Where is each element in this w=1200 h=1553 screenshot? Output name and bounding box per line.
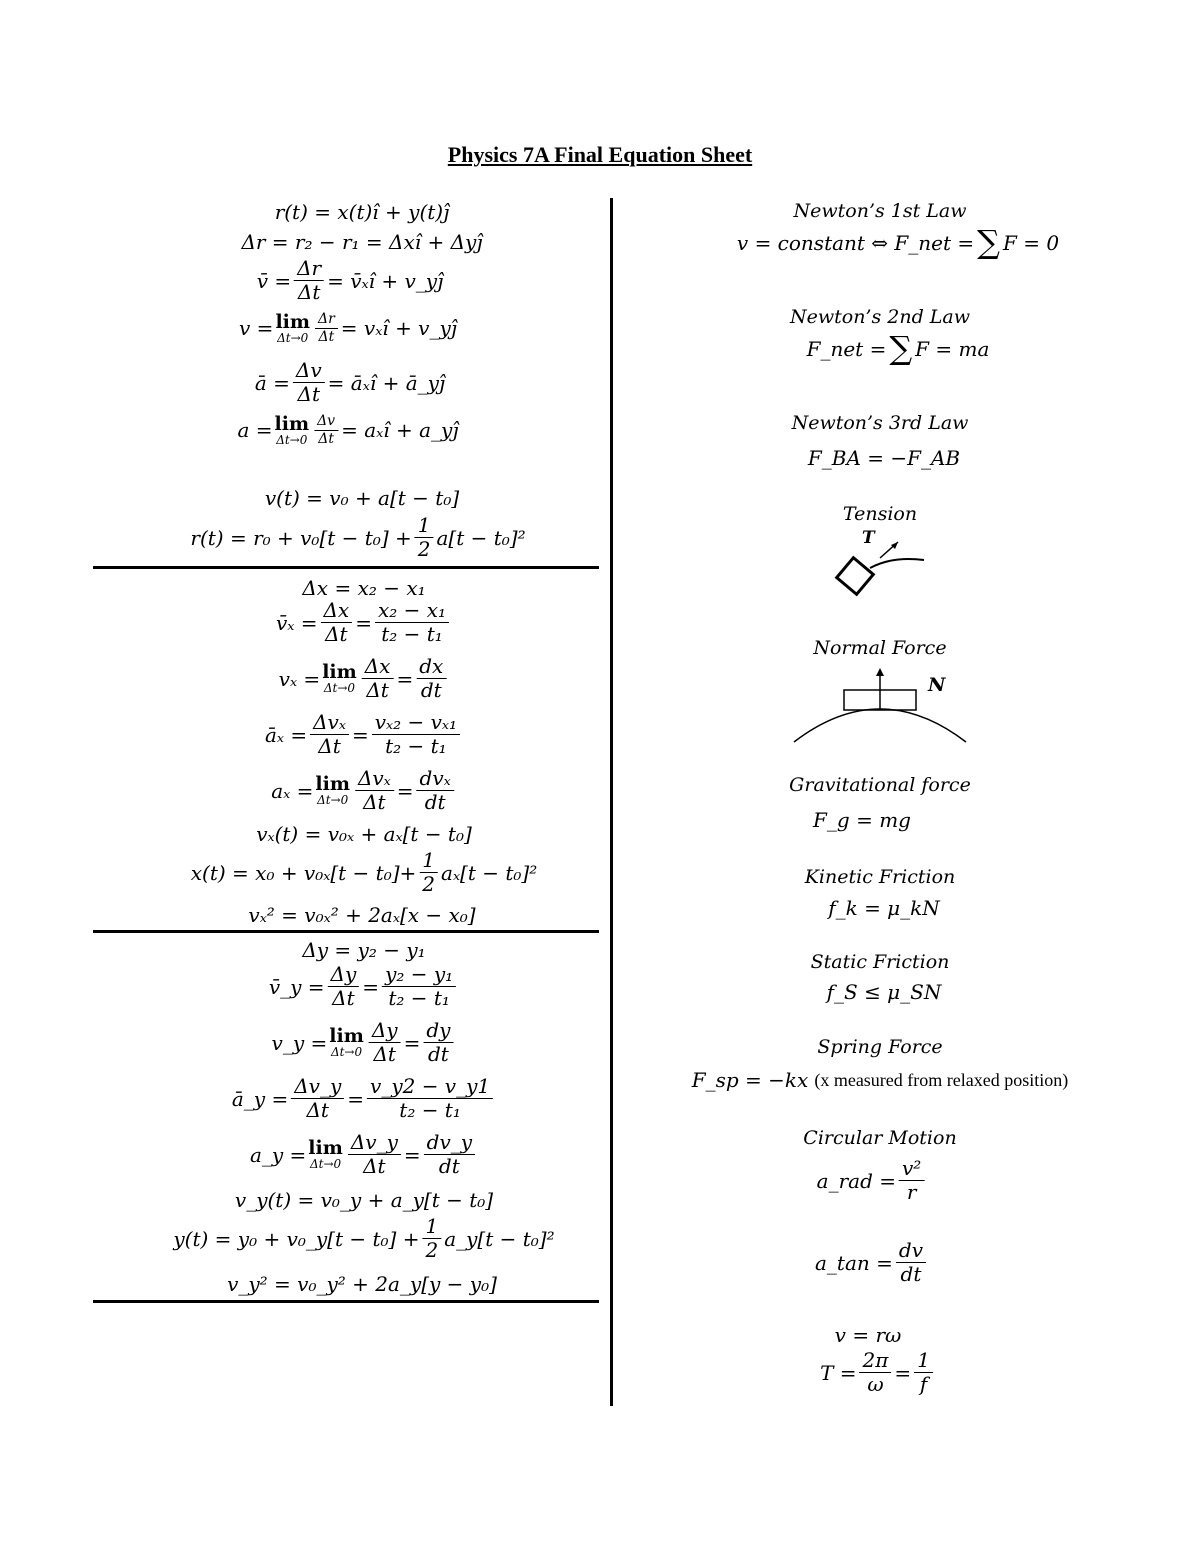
- vx-inst-eq: vₓ = lim Δt→0 $\frac{\Delta x}{\Delta t}$ = $\frac{dx}{dt}$: [279, 656, 450, 701]
- newton-third-law-eq: F_BA = −F_AB: [807, 446, 961, 470]
- avg-acceleration-eq: ā = $\frac{\Delta v}{\Delta t}$ = āₓî + ā_yĵ: [254, 358, 446, 406]
- fraction: $\frac{2\pi}{\omega}$: [860, 1350, 892, 1395]
- limit: lim Δt→0: [274, 412, 310, 447]
- newton-third-law-heading: Newton’s 3rd Law: [791, 412, 969, 434]
- fraction: $\frac{\Delta r}{\Delta t}$: [315, 312, 338, 344]
- limit: lim Δt→0: [275, 310, 310, 345]
- tension-diagram: [830, 538, 930, 608]
- vx-time-eq: vₓ(t) = v₀ₓ + aₓ[t − t₀]: [256, 822, 472, 846]
- newton-first-law-eq: v = constant ⇔ F_net = ∑ F = 0: [736, 223, 1060, 261]
- fraction: $\frac{1}{2}$: [415, 515, 434, 560]
- ax-inst-eq: aₓ = lim Δt→0 $\frac{\text{Δvₓ}}{\Delta t}$ = $\frac{\text{dvₓ}}{dt}$: [271, 768, 457, 813]
- dy-eq: Δy = y₂ − y₁: [302, 938, 426, 962]
- tension-label: T: [862, 528, 875, 548]
- gravitational-force-eq: F_g = mg: [813, 808, 911, 832]
- fraction: $\frac{1}{f}$: [914, 1350, 933, 1395]
- kinetic-friction-eq: f_k = μ_kN: [828, 896, 940, 920]
- fraction: $\frac{\text{v²}}{r}$: [899, 1158, 924, 1203]
- velocity-time-eq: v(t) = v₀ + a[t − t₀]: [264, 486, 460, 510]
- section-divider: [93, 566, 599, 569]
- fraction: $\frac{v\_y2 - v\_y1}{\text{t₂ − t₁}}$: [367, 1076, 493, 1121]
- gravitational-force-heading: Gravitational force: [789, 774, 971, 796]
- column-divider: [610, 198, 613, 1406]
- normal-force-heading: Normal Force: [813, 637, 947, 659]
- fraction: $\frac{\Delta v\_y}{\Delta t}$: [348, 1132, 401, 1177]
- page-title: Physics 7A Final Equation Sheet: [447, 142, 753, 167]
- inst-acceleration-eq: a = lim Δt→0 $\frac{\Delta v}{\Delta t}$ = aₓî + a_yĵ: [237, 412, 459, 447]
- fraction: $\frac{\Delta y}{\Delta t}$: [369, 1020, 401, 1065]
- limit: lim Δt→0: [315, 773, 350, 807]
- fraction: $\frac{dv}{dt}$: [896, 1240, 926, 1285]
- fraction: $\frac{\Delta v}{\Delta t}$: [293, 360, 325, 405]
- fraction: $\frac{\Delta r}{\Delta t}$: [294, 258, 324, 303]
- speed-omega-eq: v = rω: [834, 1323, 902, 1347]
- inst-velocity-eq: v = lim Δt→0 $\frac{\Delta r}{\Delta t}$ = vₓî + v_yĵ: [239, 310, 457, 345]
- fraction: $\frac{\Delta v}{\Delta t}$: [314, 414, 338, 446]
- fraction: $\frac{\text{x₂ − x₁}}{\text{t₂ − t₁}}$: [375, 600, 449, 645]
- tangential-acceleration-eq: a_tan = $\frac{dv}{dt}$: [815, 1240, 929, 1285]
- spring-force-heading: Spring Force: [817, 1036, 943, 1058]
- vy-inst-eq: v_y = lim Δt→0 $\frac{\Delta y}{\Delta t}$ = $\frac{dy}{dt}$: [272, 1020, 457, 1065]
- limit: lim Δt→0: [322, 661, 357, 695]
- normal-force-label: N: [928, 674, 946, 696]
- fraction: $\frac{\text{y₂ − y₁}}{\text{t₂ − t₁}}$: [382, 964, 456, 1009]
- fraction: $\frac{1}{2}$: [422, 1216, 441, 1261]
- period-eq: T = $\frac{2\pi}{\omega}$ = $\frac{1}{f}$: [820, 1350, 936, 1395]
- fraction: $\frac{dx}{dt}$: [416, 656, 446, 701]
- normal-force-diagram: [790, 664, 970, 746]
- section-divider: [93, 930, 599, 933]
- dx-eq: Δx = x₂ − x₁: [302, 576, 426, 600]
- section-divider: [93, 1300, 599, 1303]
- ax-avg-eq: āₓ = $\frac{\text{Δvₓ}}{\Delta t}$ = $\frac{\text{vₓ₂ − vₓ₁}}{\text{t₂ − t₁}}$: [265, 712, 463, 757]
- position-vector-eq: r(t) = x(t)î + y(t)ĵ: [274, 200, 450, 224]
- spring-force-eq: F_sp = −kx (x measured from relaxed position): [691, 1068, 1069, 1092]
- vy-squared-eq: v_y² = v₀_y² + 2a_y[y − y₀]: [227, 1272, 497, 1296]
- limit: lim Δt→0: [329, 1025, 364, 1059]
- fraction: $\frac{\Delta v\_y}{\Delta t}$: [291, 1076, 344, 1121]
- fraction: $\frac{1}{2}$: [419, 850, 438, 895]
- displacement-eq: Δr = r₂ − r₁ = Δxî + Δyĵ: [241, 230, 483, 254]
- circular-motion-heading: Circular Motion: [803, 1127, 957, 1149]
- fraction: $\frac{\Delta x}{\Delta t}$: [362, 656, 394, 701]
- fraction: $\frac{\text{Δvₓ}}{\Delta t}$: [355, 768, 394, 813]
- vx-avg-eq: v̄ₓ = $\frac{\Delta x}{\Delta t}$ = $\frac{\text{x₂ − x₁}}{\text{t₂ − t₁}}$: [276, 600, 452, 645]
- avg-velocity-eq: v̄ = $\frac{\Delta r}{\Delta t}$ = v̄ₓî + v_yĵ: [256, 256, 444, 304]
- fraction: $\frac{dy}{dt}$: [423, 1020, 453, 1065]
- newton-second-law-heading: Newton’s 2nd Law: [789, 306, 971, 328]
- ay-avg-eq: ā_y = $\frac{\Delta v\_y}{\Delta t}$ = $\frac{v\_y2 - v\_y1}{\text{t₂ − t₁}}$: [232, 1076, 496, 1121]
- tension-heading: Tension: [842, 503, 918, 525]
- newton-first-law-heading: Newton’s 1st Law: [793, 200, 967, 222]
- fraction: $\frac{\Delta x}{\Delta t}$: [320, 600, 352, 645]
- static-friction-heading: Static Friction: [810, 951, 950, 973]
- vy-avg-eq: v̄_y = $\frac{\Delta y}{\Delta t}$ = $\frac{\text{y₂ − y₁}}{\text{t₂ − t₁}}$: [269, 964, 459, 1009]
- y-time-eq: y(t) = y₀ + v₀_y[t − t₀] + $\frac{1}{2}$ a_y[t − t₀]²: [173, 1214, 555, 1262]
- fraction: $\frac{dv\_y}{dt}$: [424, 1132, 475, 1177]
- newton-second-law-eq: F_net = ∑ F = ma: [806, 329, 990, 367]
- fraction: $\frac{\text{dvₓ}}{dt}$: [417, 768, 454, 813]
- fraction: $\frac{\text{vₓ₂ − vₓ₁}}{\text{t₂ − t₁}}$: [372, 712, 460, 757]
- ay-inst-eq: a_y = lim Δt→0 $\frac{\Delta v\_y}{\Delta t}$ = $\frac{dv\_y}{dt}$: [250, 1132, 478, 1177]
- fraction: $\frac{\text{Δvₓ}}{\Delta t}$: [310, 712, 349, 757]
- kinetic-friction-heading: Kinetic Friction: [804, 866, 956, 888]
- vx-squared-eq: vₓ² = v₀ₓ² + 2aₓ[x − x₀]: [248, 903, 476, 927]
- position-time-eq: r(t) = r₀ + v₀[t − t₀] + $\frac{1}{2}$ a[t − t₀]²: [190, 513, 526, 561]
- fraction: $\frac{\Delta y}{\Delta t}$: [328, 964, 360, 1009]
- static-friction-eq: f_S ≤ μ_SN: [826, 980, 942, 1004]
- vy-time-eq: v_y(t) = v₀_y + a_y[t − t₀]: [234, 1188, 494, 1212]
- x-time-eq: x(t) = x₀ + v₀ₓ[t − t₀]+ $\frac{1}{2}$ aₓ[t − t₀]²: [190, 848, 538, 896]
- limit: lim Δt→0: [308, 1137, 343, 1171]
- radial-acceleration-eq: a_rad = $\frac{\text{v²}}{r}$: [817, 1158, 928, 1203]
